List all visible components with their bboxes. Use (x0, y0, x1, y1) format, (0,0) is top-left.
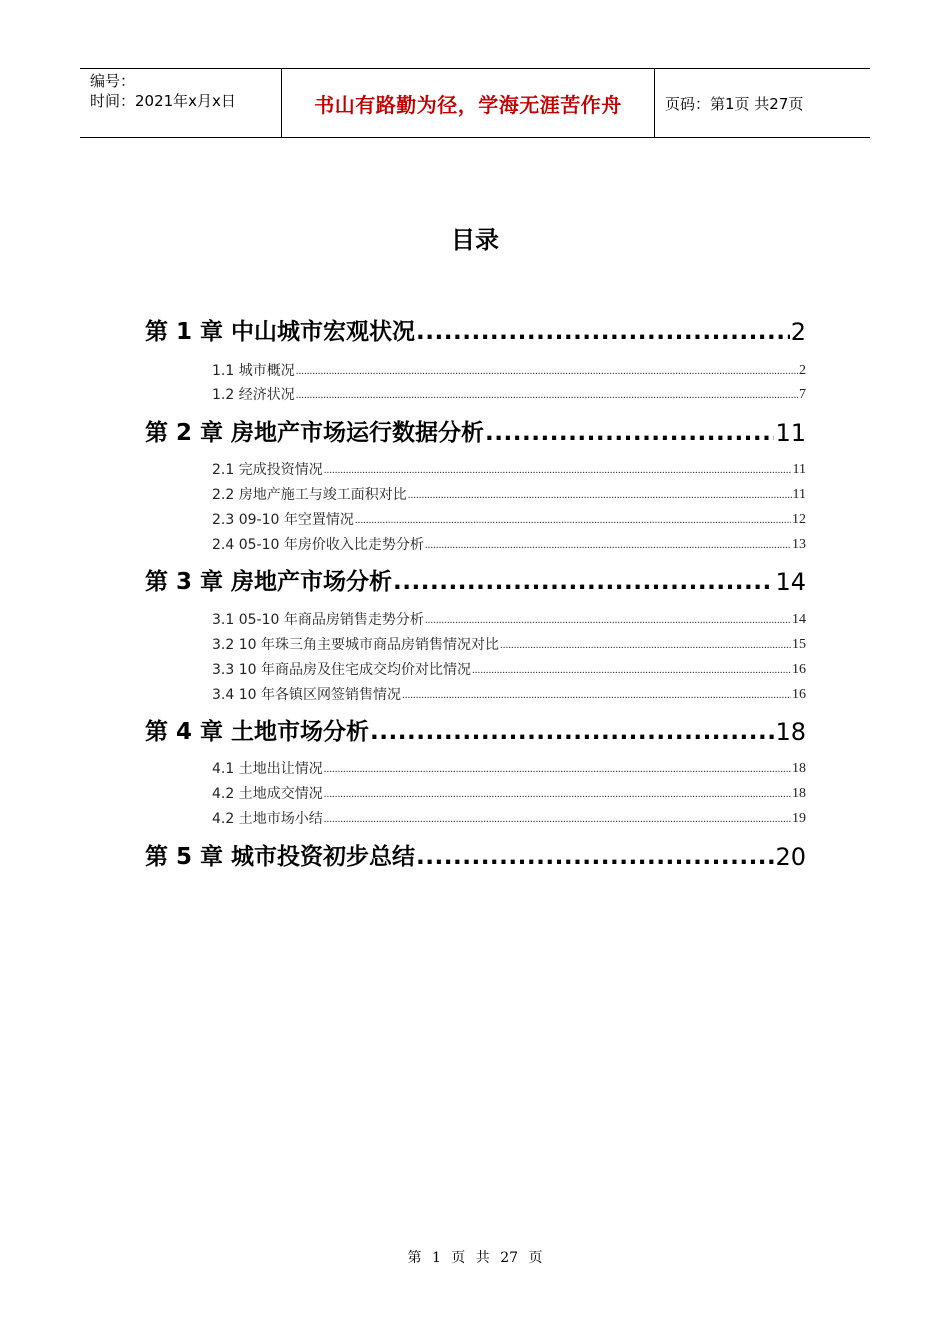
toc-chapter-3[interactable] (145, 567, 806, 597)
section-label: 2.2 房地产施工与竣工面积对比 (212, 487, 407, 503)
section-page: 18 (792, 786, 806, 801)
leader-dots (402, 686, 791, 704)
section-page: 11 (792, 462, 806, 477)
toc-section-3-4[interactable] (212, 686, 806, 704)
chapter-page: 18 (775, 718, 806, 746)
toc-section-2-4[interactable] (212, 536, 806, 554)
leader-dots (425, 536, 791, 554)
leader-dots (324, 785, 791, 803)
leader-dots (324, 810, 791, 828)
section-page: 19 (792, 811, 806, 826)
header-motto: 书山有路勤为径，学海无涯苦作舟 (314, 92, 622, 117)
section-label: 1.1 城市概况 (212, 363, 295, 379)
chapter-page: 14 (775, 568, 806, 596)
chapter-label: 第 3 章 房地产市场分析 (145, 569, 393, 595)
leader-dots (416, 842, 774, 872)
chapter-page: 11 (775, 419, 806, 447)
leader-dots (296, 386, 798, 404)
toc-section-4-3[interactable] (212, 810, 806, 828)
leader-dots (408, 486, 792, 504)
chapter-label: 第 5 章 城市投资初步总结 (145, 844, 416, 870)
section-page: 11 (792, 487, 806, 502)
header-page-info: 页码：第1页 共27页 (665, 94, 804, 113)
leader-dots (500, 636, 791, 654)
section-label: 4.2 土地市场小结 (212, 811, 323, 827)
leader-dots (416, 317, 790, 347)
section-label: 4.1 土地出让情况 (212, 761, 323, 777)
document-header (80, 68, 870, 138)
toc-chapter-5[interactable] (145, 842, 806, 872)
section-page: 16 (792, 662, 806, 677)
chapter-label: 第 1 章 中山城市宏观状况 (145, 319, 416, 345)
toc-section-4-1[interactable] (212, 760, 806, 778)
leader-dots (370, 717, 774, 747)
chapter-page: 2 (790, 318, 806, 346)
section-label: 3.3 10 年商品房及住宅成交均价对比情况 (212, 662, 471, 678)
section-label: 1.2 经济状况 (212, 387, 295, 403)
section-page: 14 (792, 612, 806, 627)
toc-section-1-1[interactable] (212, 362, 806, 380)
toc-chapter-2[interactable] (145, 418, 806, 448)
section-label: 3.4 10 年各镇区网签销售情况 (212, 687, 401, 703)
leader-dots (296, 362, 798, 380)
number-label: 编号： (90, 72, 136, 90)
page-footer: 第 1 页 共 27 页 (407, 1250, 543, 1266)
section-label: 4.2 土地成交情况 (212, 786, 323, 802)
toc-section-2-1[interactable] (212, 461, 806, 479)
section-label: 3.1 05-10 年商品房销售走势分析 (212, 612, 424, 628)
chapter-page: 20 (775, 843, 806, 871)
header-meta (80, 69, 282, 137)
leader-dots (355, 511, 791, 529)
section-page: 7 (799, 387, 806, 402)
section-page: 15 (792, 637, 806, 652)
section-page: 16 (792, 687, 806, 702)
leader-dots (324, 760, 791, 778)
toc-section-2-3[interactable] (212, 511, 806, 529)
chapter-label: 第 2 章 房地产市场运行数据分析 (145, 420, 485, 446)
toc-section-3-1[interactable] (212, 611, 806, 629)
section-page: 18 (792, 761, 806, 776)
leader-dots (393, 567, 774, 597)
section-page: 12 (792, 512, 806, 527)
toc-title: 目录 (451, 226, 499, 254)
section-label: 3.2 10 年珠三角主要城市商品房销售情况对比 (212, 637, 499, 653)
section-page: 13 (792, 537, 806, 552)
section-label: 2.1 完成投资情况 (212, 462, 323, 478)
section-label: 2.4 05-10 年房价收入比走势分析 (212, 537, 424, 553)
toc-section-2-2[interactable] (212, 486, 806, 504)
leader-dots (485, 418, 774, 448)
toc-chapter-1[interactable] (145, 317, 806, 347)
time-label: 时间：2021年x月x日 (90, 92, 236, 110)
leader-dots (324, 461, 792, 479)
toc-section-4-2[interactable] (212, 785, 806, 803)
header-motto-cell (282, 69, 655, 137)
section-page: 2 (799, 363, 806, 378)
leader-dots (472, 661, 791, 679)
toc-section-3-3[interactable] (212, 661, 806, 679)
section-label: 2.3 09-10 年空置情况 (212, 512, 354, 528)
toc-chapter-4[interactable] (145, 717, 806, 747)
toc-section-1-2[interactable] (212, 386, 806, 404)
toc-section-3-2[interactable] (212, 636, 806, 654)
chapter-label: 第 4 章 土地市场分析 (145, 719, 370, 745)
leader-dots (425, 611, 791, 629)
